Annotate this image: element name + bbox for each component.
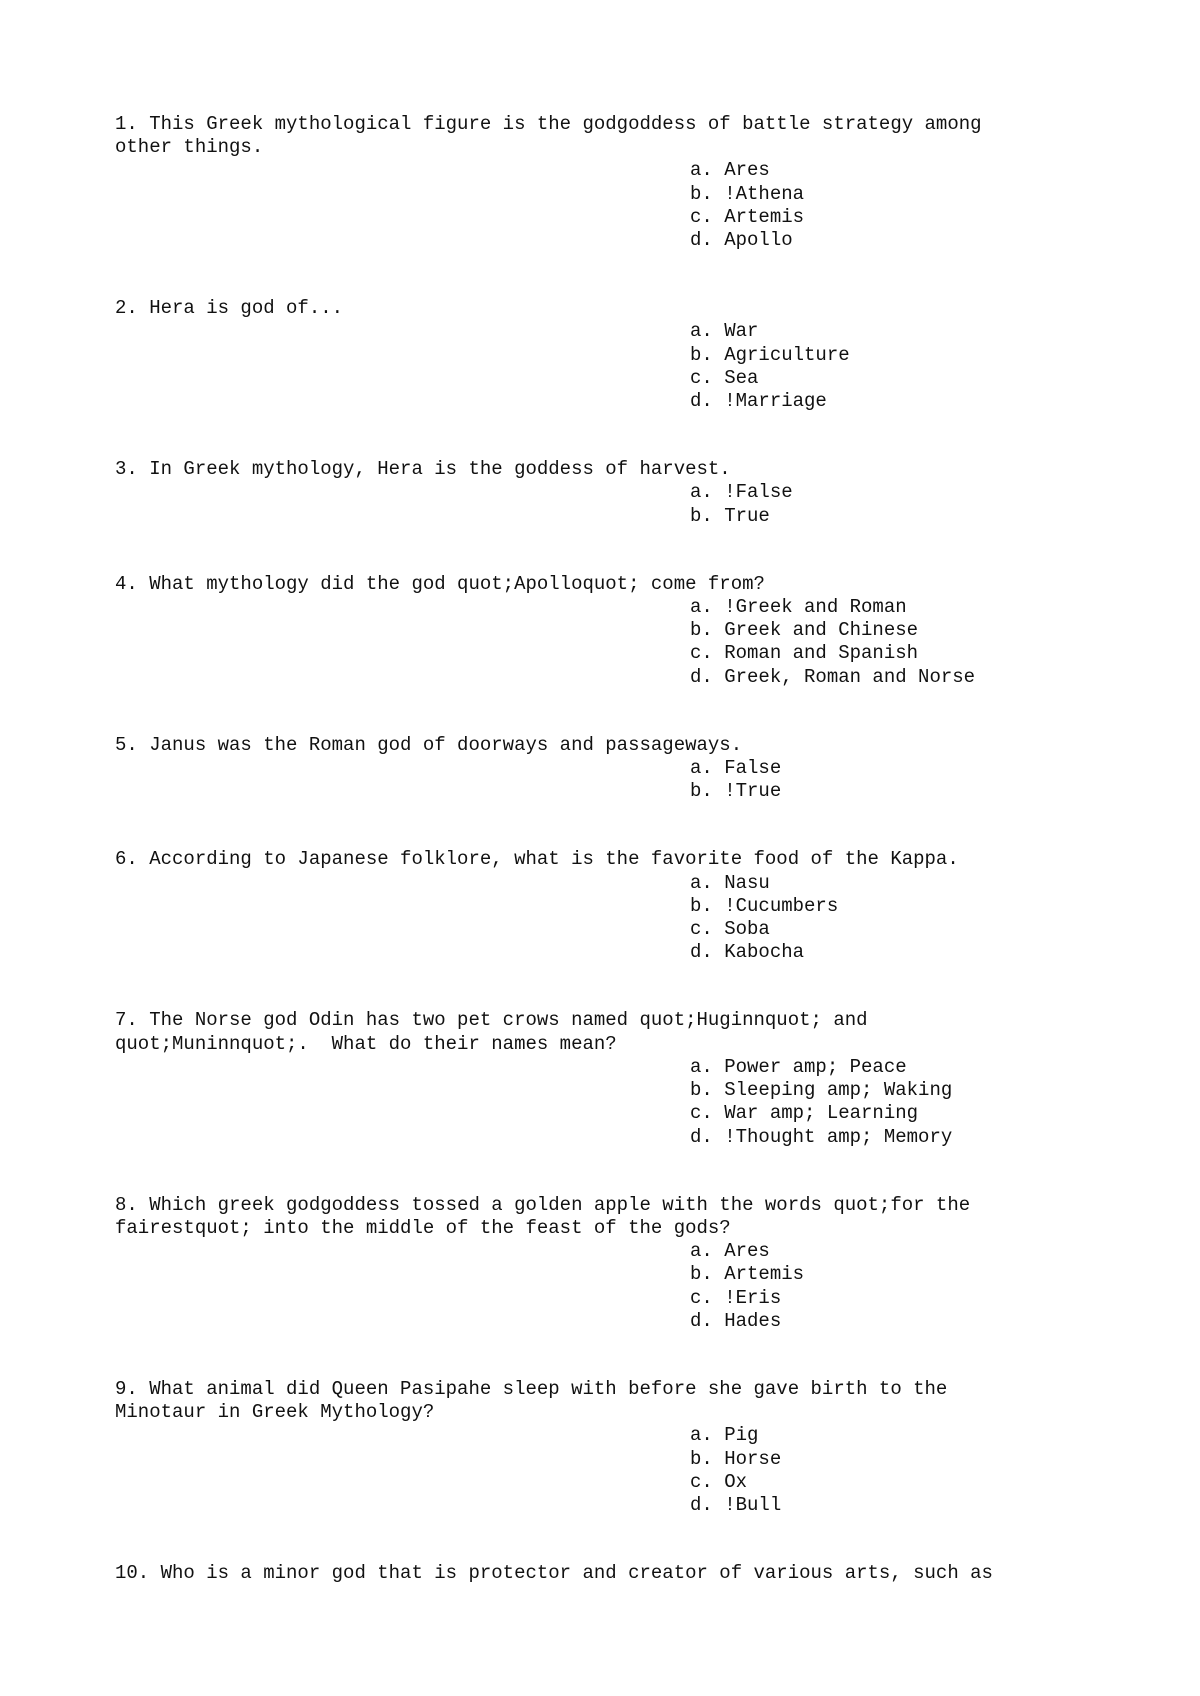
answer-option: c. Sea — [690, 366, 759, 389]
answer-option: b. Greek and Chinese — [690, 619, 919, 642]
answer-option: a. False — [690, 757, 782, 780]
answer-option: a. !False — [690, 481, 793, 504]
answer-option: d. Kabocha — [690, 941, 805, 964]
question-text: 8. Which greek godgoddess tossed a golden apple with the words quot;for the fairestquot; into the middle of the feast of the gods? — [115, 1193, 971, 1239]
answer-options — [115, 481, 1115, 527]
question-block — [115, 1009, 1115, 1148]
answer-option: d. !Marriage — [690, 390, 827, 413]
answer-option: b. Horse — [690, 1447, 782, 1470]
answer-option: a. War — [690, 320, 759, 343]
answer-option: b. !Athena — [690, 182, 805, 205]
answer-option: a. Power amp; Peace — [690, 1055, 907, 1078]
question-text: 10. Who is a minor god that is protector and creator of various arts, such as — [115, 1562, 993, 1585]
answer-option: b. !True — [690, 780, 782, 803]
question-block — [115, 1562, 1115, 1585]
answer-option: c. Artemis — [690, 205, 805, 228]
question-block — [115, 848, 1115, 964]
answer-option: a. Ares — [690, 1240, 770, 1263]
answer-option: b. Agriculture — [690, 343, 850, 366]
answer-option: a. Pig — [690, 1424, 759, 1447]
answer-options — [115, 757, 1115, 803]
answer-option: c. Soba — [690, 918, 770, 941]
quiz-question-list — [115, 113, 1115, 1585]
question-text: 5. Janus was the Roman god of doorways and passageways. — [115, 733, 743, 756]
answer-options — [115, 596, 1115, 689]
question-block — [115, 458, 1115, 528]
question-text: 6. According to Japanese folklore, what is the favorite food of the Kappa. — [115, 848, 959, 871]
answer-option: c. War amp; Learning — [690, 1102, 919, 1125]
answer-options — [115, 159, 1115, 252]
question-text: 7. The Norse god Odin has two pet crows named quot;Huginnquot; and quot;Muninnquot;. What do their names mean? — [115, 1009, 868, 1055]
answer-options — [115, 872, 1115, 965]
answer-option: d. !Thought amp; Memory — [690, 1125, 953, 1148]
question-text: 2. Hera is god of... — [115, 297, 344, 320]
question-block — [115, 297, 1115, 413]
answer-option: a. Nasu — [690, 871, 770, 894]
answer-option: d. Greek, Roman and Norse — [690, 665, 976, 688]
question-text: 9. What animal did Queen Pasipahe sleep with before she gave birth to the Minotaur in Greek Mythology? — [115, 1377, 948, 1424]
answer-option: b. Sleeping amp; Waking — [690, 1079, 953, 1102]
question-block — [115, 1378, 1115, 1517]
question-block — [115, 1194, 1115, 1333]
answer-options — [115, 1240, 1115, 1333]
answer-option: c. !Eris — [690, 1286, 782, 1309]
answer-options — [115, 1424, 1115, 1517]
answer-option: b. True — [690, 504, 770, 527]
answer-option: b. Artemis — [690, 1263, 805, 1286]
answer-option: a. !Greek and Roman — [690, 596, 907, 619]
answer-option: d. !Bull — [690, 1493, 782, 1516]
answer-option: c. Ox — [690, 1470, 748, 1493]
answer-option: c. Roman and Spanish — [690, 642, 919, 665]
answer-option: d. Hades — [690, 1309, 782, 1332]
question-text: 1. This Greek mythological figure is the godgoddess of battle strategy among other things. — [115, 113, 982, 159]
answer-options — [115, 1056, 1115, 1149]
question-block — [115, 113, 1115, 252]
answer-option: d. Apollo — [690, 229, 793, 252]
question-text: 4. What mythology did the god quot;Apolloquot; come from? — [115, 572, 765, 595]
question-block — [115, 734, 1115, 804]
answer-options — [115, 320, 1115, 413]
answer-option: b. !Cucumbers — [690, 894, 839, 917]
question-text: 3. In Greek mythology, Hera is the goddess of harvest. — [115, 458, 731, 481]
question-block — [115, 573, 1115, 689]
answer-option: a. Ares — [690, 159, 770, 182]
